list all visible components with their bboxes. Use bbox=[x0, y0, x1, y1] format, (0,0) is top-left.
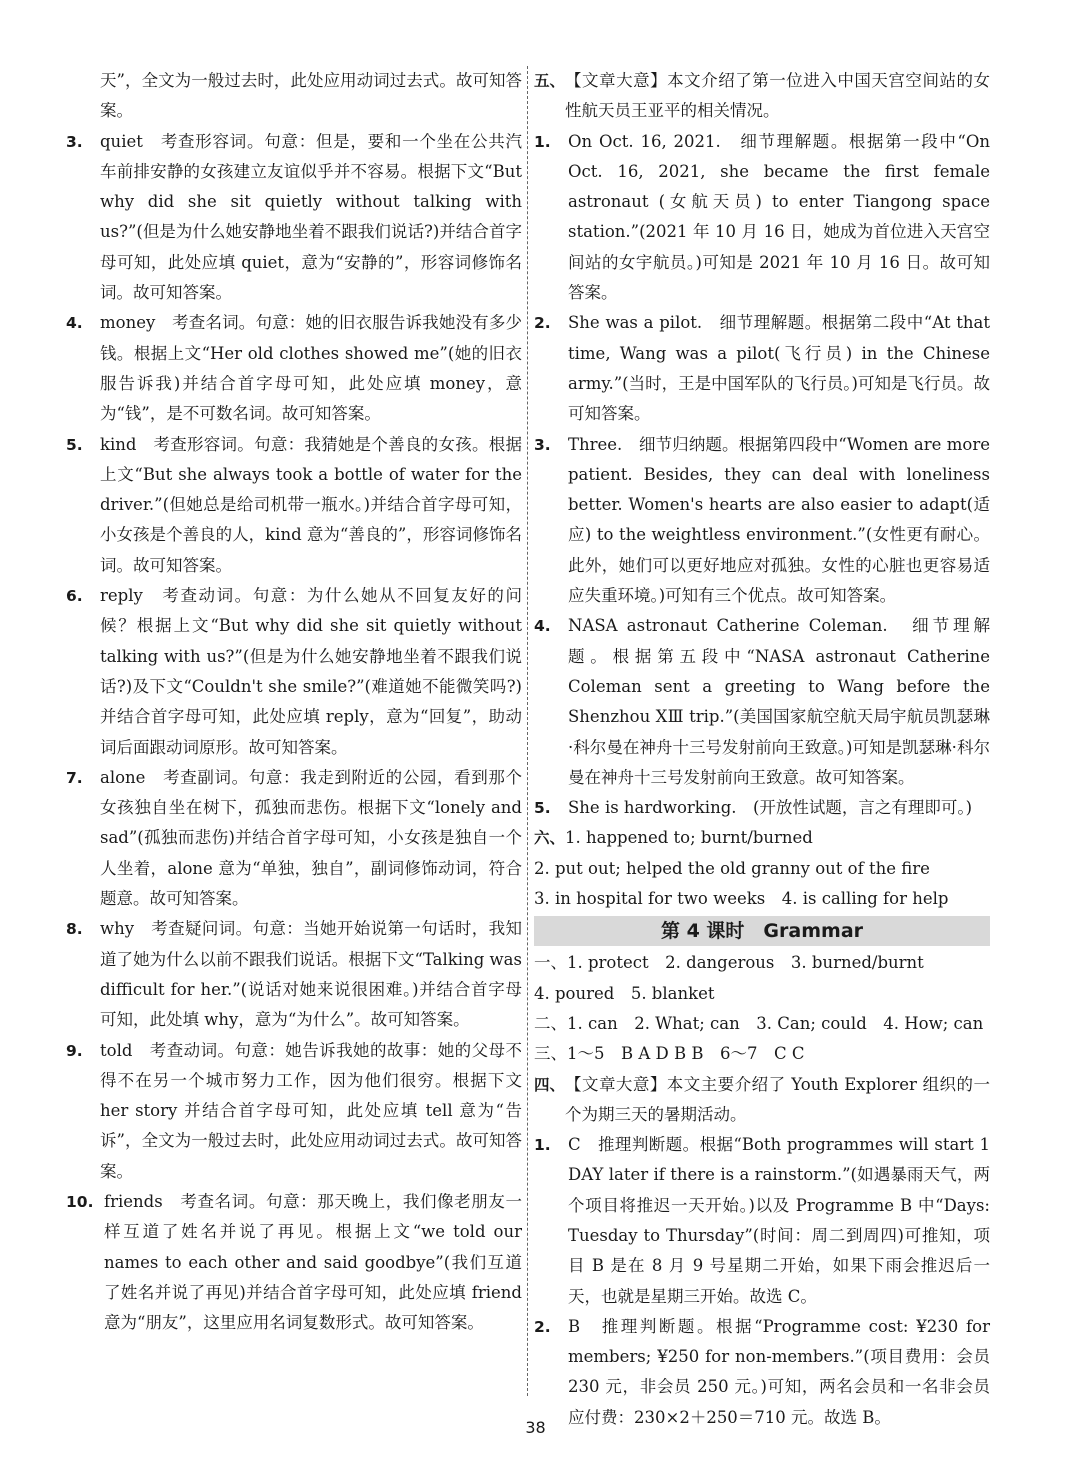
answer-item bbox=[534, 308, 990, 429]
answer-explanation: Three. 细节归纳题。根据第四段中“Women are more patient. Besides, they can deal with loneliness better. Women's hearts are also easier to adapt(适应) to the weightless environment.”(女性更有耐心。此外，她们可以更好地应对孤独。女性的心脏也更容易适应失重环境。)可知有三个优点。故可知答案。 bbox=[568, 434, 990, 606]
section-4-intro bbox=[534, 1070, 990, 1131]
question-number: 10. bbox=[66, 1192, 94, 1211]
answer-explanation: kind 考查形容词。句意：我猜她是个善良的女孩。根据上文“But she always took a bottle of water for the driver.”(但她总是给司机带一瓶水。)并结合首字母可知，小女孩是个善良的人，kind 意为“善良的”，形容词修饰名词。故可知答案。 bbox=[100, 434, 522, 575]
continued-text: 天”，全文为一般过去时，此处应用动词过去式。故可知答案。 bbox=[100, 71, 522, 121]
answer-item bbox=[66, 914, 522, 1035]
answer-explanation: C 推理判断题。根据“Both programmes will start 1 DAY later if there is a rainstorm.”(如遇暴雨天气，两个项目将推迟一天开始。)以及 Programme B 中“Days: Tuesday to Thursday”(时间：周二到周四)可推知，项目 B 是在 8 月 9 号星期二开始，如果下雨会推迟后一天，也就是星期三开始。故选 C。 bbox=[568, 1135, 990, 1306]
answer-item bbox=[66, 430, 522, 581]
section-label: 五、 bbox=[534, 72, 566, 90]
answer-item bbox=[66, 127, 522, 309]
answer-item bbox=[534, 1130, 990, 1312]
answer-explanation: NASA astronaut Catherine Coleman. 细节理解题。根据第五段中“NASA astronaut Catherine Coleman sent a greeting to Wang before the Shenzhou ⅩⅢ trip.”(美国国家航空航天局宇航员凯瑟琳·科尔曼在神舟十三号发射前向王致意。)可知是凯瑟琳·科尔曼在神舟十三号发射前向王致意。故可知答案。 bbox=[568, 616, 990, 787]
answer-item bbox=[534, 611, 990, 793]
answer-explanation: friends 考查名词。句意：那天晚上，我们像老朋友一样互道了姓名并说了再见。根据上文“we told our names to each other and said goodbye”(我们互道了姓名并说了再见)并结合首字母可知，此处应填 friend 意为“朋友”，这里应用名词复数形式。故可知答案。 bbox=[104, 1191, 522, 1333]
answer-line: 二、1. can 2. What; can 3. Can; could 4. How; can bbox=[534, 1013, 984, 1033]
section-6-line-1 bbox=[534, 823, 990, 853]
question-number: 3. bbox=[66, 132, 83, 151]
answer-explanation: why 考查疑问词。句意：当她开始说第一句话时，我知道了她为什么以前不跟我们说话。根据下文“Talking was difficult for her.”(说话对她来说很困难。)并结合首字母可知，此处填 why，意为“为什么”。故可知答案。 bbox=[100, 919, 522, 1030]
answer-item bbox=[66, 763, 522, 914]
section-5-intro bbox=[534, 66, 990, 127]
answer-explanation: alone 考查副词。句意：我走到附近的公园，看到那个女孩独自坐在树下，孤独而悲伤。根据下文“lonely and sad”(孤独而悲伤)并结合首字母可知，小女孩是独自一个人坐着，alone 意为“单独，独自”，副词修饰动词，符合题意。故可知答案。 bbox=[100, 767, 522, 909]
answer-line: 2. put out; helped the old granny out of the fire bbox=[534, 858, 930, 878]
answer-explanation: On Oct. 16, 2021. 细节理解题。根据第一段中“On Oct. 16, 2021, she became the first female astronaut (女航天员) to enter Tiangong space station.”(2021 年 10 月 16 日，她成为首位进入天宫空间站的女宇航员。)可知是 2021 年 10 月 16 日。故可知答案。 bbox=[568, 131, 990, 303]
article-summary: 【文章大意】本文介绍了第一位进入中国天宫空间站的女性航天员王亚平的相关情况。 bbox=[565, 71, 990, 121]
section-label: 六、 bbox=[534, 829, 566, 848]
answer-item bbox=[66, 1187, 522, 1338]
answer-line: 4. poured 5. blanket bbox=[534, 983, 715, 1003]
question-number: 2. bbox=[534, 314, 551, 333]
question-number: 8. bbox=[66, 920, 83, 939]
question-number: 1. bbox=[534, 132, 551, 151]
right-column bbox=[534, 66, 990, 1433]
answer-item bbox=[66, 1036, 522, 1187]
answer-explanation: money 考查名词。句意：她的旧衣服告诉我她没有多少钱。根据上文“Her old clothes showed me”(她的旧衣服告诉我)并结合首字母可知，此处应填 money，意为“钱”，是不可数名词。故可知答案。 bbox=[100, 313, 522, 424]
section-4-answers bbox=[534, 1130, 990, 1433]
page-number: 38 bbox=[525, 1418, 546, 1437]
answer-line: 三、1～5 B A D B B 6～7 C C bbox=[534, 1044, 805, 1064]
answer-line: 一、1. protect 2. dangerous 3. burned/burnt bbox=[534, 953, 924, 973]
left-answer-list bbox=[66, 127, 522, 1339]
question-number: 4. bbox=[534, 617, 551, 636]
question-number: 7. bbox=[66, 768, 83, 787]
answer-line: 3. in hospital for two weeks 4. is calling for help bbox=[534, 889, 949, 909]
answer-item bbox=[534, 1312, 990, 1433]
answer-item bbox=[66, 308, 522, 429]
section-label: 四、 bbox=[534, 1075, 566, 1094]
column-divider bbox=[527, 66, 528, 1396]
left-column bbox=[66, 66, 522, 1338]
answer-explanation: reply 考查动词。句意：为什么她从不回复友好的问候？根据上文“But why did she sit quietly without talking with us?”(但是为什么她安静地坐着不跟我们说话?)及下文“Couldn't she smile?”(难道她不能微笑吗?)并结合首字母可知，此处应填 reply，意为“回复”，助动词后面跟动词原形。故可知答案。 bbox=[100, 586, 522, 757]
answer-item bbox=[534, 430, 990, 612]
answer-explanation: quiet 考查形容词。句意：但是，要和一个坐在公共汽车前排安静的女孩建立友谊似乎并不容易。根据下文“But why did she sit quietly without talking with us?”(但是为什么她安静地坐着不跟我们说话?)并结合首字母可知，此处应填 quiet，意为“安静的”，形容词修饰名词。故可知答案。 bbox=[100, 131, 522, 303]
question-number: 4. bbox=[66, 314, 83, 333]
answer-line: 1. happened to; burnt/burned bbox=[565, 828, 813, 848]
question-number: 3. bbox=[534, 435, 551, 454]
answer-explanation: B 推理判断题。根据“Programme cost: ¥230 for members; ¥250 for non-members.”(项目费用：会员 230 元，非会员 250 元。)可知，两名会员和一名非会员应付费：230×2＋250＝710 元。故选 B。 bbox=[568, 1316, 990, 1427]
answer-explanation: She was a pilot. 细节理解题。根据第二段中“At that time, Wang was a pilot(飞行员) in the Chinese army.”(当时，王是中国军队的飞行员。)可知是飞行员。故可知答案。 bbox=[568, 313, 990, 424]
question-number: 6. bbox=[66, 587, 83, 606]
lesson-heading: 第 4 课时 Grammar bbox=[534, 916, 990, 946]
question-number: 5. bbox=[66, 435, 83, 454]
answer-item bbox=[66, 581, 522, 763]
answer-item bbox=[534, 793, 990, 823]
answer-explanation: told 考查动词。句意：她告诉我她的故事：她的父母不得不在另一个城市努力工作，因为他们很穷。根据下文 her story 并结合首字母可知，此处应填 tell 意为“告诉”，全文为一般过去时，此处应用动词过去式。故可知答案。 bbox=[100, 1040, 522, 1181]
question-number: 5. bbox=[534, 799, 551, 818]
question-number: 2. bbox=[534, 1317, 551, 1336]
question-number: 1. bbox=[534, 1136, 551, 1155]
section-5-answers bbox=[534, 127, 990, 824]
article-summary: 【文章大意】本文主要介绍了 Youth Explorer 组织的一个为期三天的暑期活动。 bbox=[565, 1074, 990, 1124]
answer-explanation: She is hardworking. (开放性试题，言之有理即可。) bbox=[568, 798, 973, 818]
question-number: 9. bbox=[66, 1041, 83, 1060]
answer-item bbox=[534, 127, 990, 309]
